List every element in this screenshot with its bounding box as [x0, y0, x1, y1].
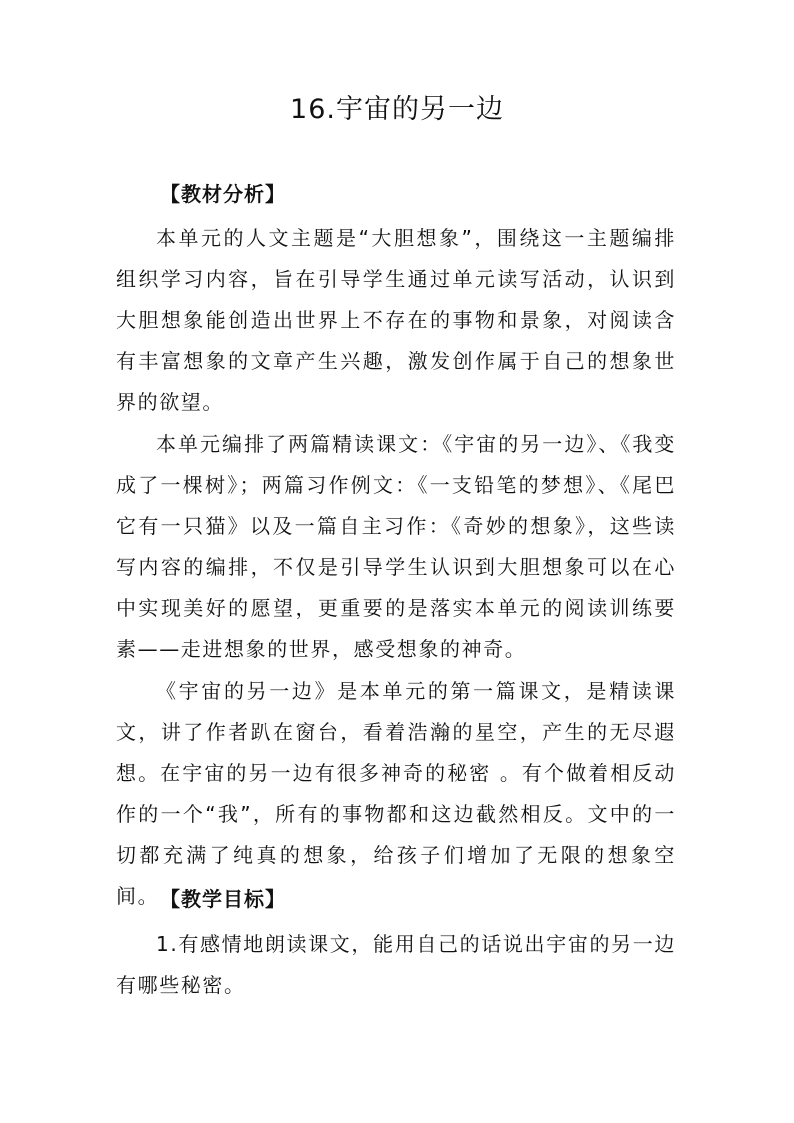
section-heading-analysis: 【教材分析】 — [160, 182, 286, 206]
paragraph-lesson-intro: 《宇宙的另一边》是本单元的第一篇课文，是精读课文，讲了作者趴在窗台，看着浩瀚的星空，产生的无尽遐想。在宇宙的另一边有很多神奇的秘密 。有个做着相反动作的一个“我”，所有的事物都和这边截然相反。文中的一切都充满了纯真的想象，给孩子们增加了无限的想象空间。 — [116, 679, 676, 908]
paragraph-unit-arrangement: 本单元编排了两篇精读课文：《宇宙的另一边》、《我变成了一棵树》；两篇习作例文：《一支铅笔的梦想》、《尾巴它有一只猫》以及一篇自主习作：《奇妙的想象》，这些读写内容的编排，不仅是引导学生认识到大胆想象可以在心中实现美好的愿望，更重要的是落实本单元的阅读训练要素——走进想象的世界，感受想象的神奇。 — [116, 432, 676, 661]
paragraph-unit-theme: 本单元的人文主题是“大胆想象”，围绕这一主题编排组织学习内容，旨在引导学生通过单元读写活动，认识到大胆想象能创造出世界上不存在的事物和景象，对阅读含有丰富想象的文章产生兴趣，激发创作属于自己的想象世界的欲望。 — [116, 226, 676, 414]
section-heading-goals: 【教学目标】 — [160, 887, 286, 911]
document-title: 16.宇宙的另一边 — [290, 94, 504, 125]
teaching-goal-item: 1.有感情地朗读课文，能用自己的话说出宇宙的另一边有哪些秘密。 — [116, 932, 676, 997]
